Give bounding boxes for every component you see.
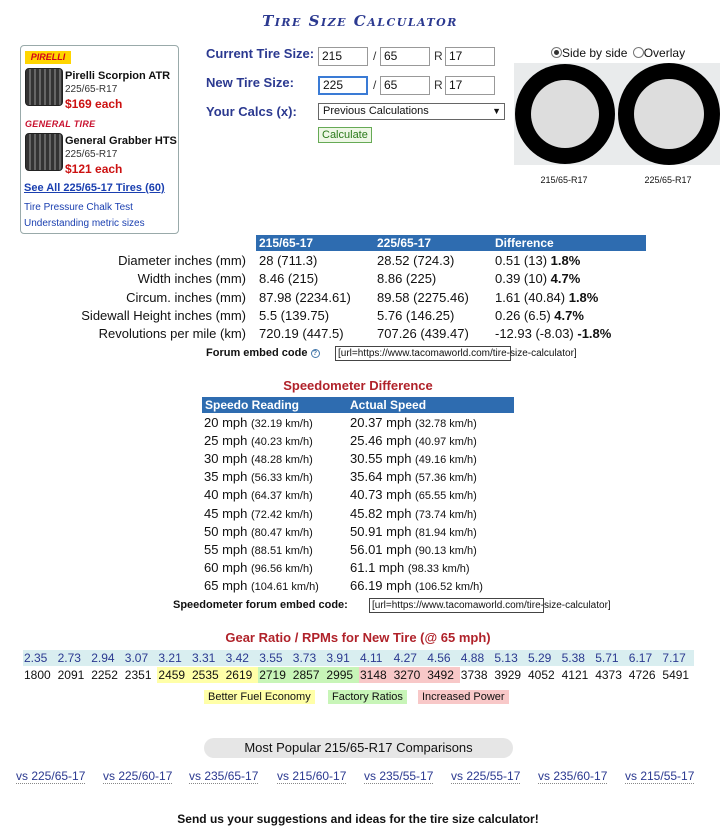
actual-speed-kmh: (98.33 km/h) — [407, 562, 470, 575]
legend-factory-ratios: Factory Ratios — [328, 690, 407, 704]
gear-ratio-value: 6.17 — [628, 651, 653, 665]
comparison-new-value: 8.86 (225) — [377, 271, 437, 287]
tire-image-general[interactable] — [25, 133, 63, 171]
speedo-reading-kmh: (104.61 km/h) — [250, 580, 319, 593]
legend-increased-power: Increased Power — [418, 690, 509, 704]
gear-ratio-value: 5.71 — [595, 651, 619, 665]
view-toggle — [551, 46, 685, 60]
actual-speed-mph: 66.19 mph — [350, 577, 416, 593]
gear-rpm-value: 4726 — [628, 668, 656, 682]
speedo-reading-mph: 20 mph — [204, 415, 251, 430]
speedo-reading-mph: 65 mph — [204, 577, 251, 593]
r-label: R — [434, 78, 443, 92]
tire-visual-panel — [514, 63, 720, 165]
speedo-reading — [204, 578, 319, 593]
ad-item2-price: $121 each — [65, 162, 123, 176]
difference-amount: -12.93 (-8.03) — [495, 326, 578, 342]
speedo-reading-kmh: (72.42 km/h) — [250, 508, 313, 521]
gear-rpm-value: 2535 — [191, 667, 225, 683]
your-calcs-label: Your Calcs (x): — [206, 104, 297, 119]
footer-message: Send us your suggestions and ideas for the tire size calculator! — [177, 812, 539, 826]
actual-speed — [350, 433, 477, 448]
comparison-link[interactable]: vs 215/55-17 — [625, 769, 695, 783]
speedo-reading-mph: 40 mph — [204, 487, 251, 503]
speedo-reading-mph: 60 mph — [204, 559, 251, 575]
speedo-reading-kmh: (96.56 km/h) — [250, 562, 313, 575]
actual-speed-kmh: (73.74 km/h) — [415, 508, 477, 521]
header-current: 215/65-17 — [259, 236, 314, 250]
current-tire-caption: 215/65-R17 — [540, 175, 588, 185]
comparison-link[interactable]: vs 215/60-17 — [277, 769, 347, 783]
comparison-link[interactable]: vs 225/65-17 — [16, 769, 86, 783]
actual-speed-kmh: (81.94 km/h) — [415, 526, 477, 539]
gear-ratio-value: 3.31 — [192, 651, 216, 665]
actual-speed — [350, 506, 477, 521]
comparison-new-value: 5.76 (146.25) — [377, 307, 455, 323]
actual-speed-kmh: (40.97 km/h) — [415, 436, 477, 449]
actual-speed-mph: 50.91 mph — [350, 523, 416, 539]
gear-ratio-value: 4.11 — [360, 651, 383, 665]
gear-rpm-value: 2619 — [225, 667, 259, 683]
comparison-link[interactable]: vs 235/60-17 — [538, 769, 608, 783]
gear-rpm-value: 2459 — [157, 667, 191, 683]
ad-item2-name[interactable]: General Grabber HTS — [65, 135, 177, 147]
difference-amount: 0.39 (10) — [495, 271, 551, 287]
general-tire-logo: GENERAL TIRE — [25, 119, 96, 129]
tire-pressure-link[interactable]: Tire Pressure Chalk Test — [24, 202, 133, 213]
difference-percent: -1.8% — [577, 326, 612, 342]
page-title: Tire Size Calculator — [262, 12, 458, 30]
difference-amount: 0.26 (6.5) — [495, 307, 555, 323]
current-rim-graphic — [531, 80, 599, 148]
speedo-reading-header: Speedo Reading — [205, 398, 300, 412]
comparison-link[interactable]: vs 235/55-17 — [364, 769, 434, 783]
comparison-difference-value — [495, 308, 584, 323]
forum-embed-input[interactable]: [url=https://www.tacomaworld.com/tire-size-calculator] — [335, 346, 511, 361]
actual-speed-mph: 40.73 mph — [350, 487, 416, 503]
difference-amount: 1.61 (40.84) — [495, 289, 569, 305]
actual-speed — [350, 487, 477, 502]
side-by-side-label[interactable]: Side by side — [562, 46, 628, 60]
actual-speed-mph: 45.82 mph — [350, 505, 416, 521]
comparison-link[interactable]: vs 225/55-17 — [451, 769, 521, 783]
speedo-reading — [204, 433, 313, 448]
overlay-label[interactable]: Overlay — [643, 46, 686, 60]
speedo-reading-mph: 50 mph — [204, 523, 251, 539]
gear-rpm-value: 3270 — [393, 667, 427, 683]
new-rim-graphic — [634, 79, 704, 149]
header-new: 225/65-17 — [377, 236, 432, 250]
speedo-reading — [204, 469, 313, 484]
overlay-radio[interactable] — [633, 47, 644, 58]
gear-rpm-value: 3148 — [359, 667, 393, 683]
comparison-current-value: 8.46 (215) — [259, 271, 319, 287]
see-all-tires-link[interactable]: See All 225/65-17 Tires (60) — [24, 182, 165, 194]
speedo-embed-label: Speedometer forum embed code: — [173, 599, 348, 611]
calculate-button[interactable]: Calculate — [318, 127, 372, 143]
gear-ratio-value: 7.17 — [662, 651, 686, 665]
gear-rpm-value: 3492 — [426, 667, 460, 683]
slash: / — [373, 49, 377, 63]
speedo-reading-kmh: (80.47 km/h) — [250, 526, 313, 539]
comparison-row-label: Diameter inches (mm) — [118, 253, 246, 268]
tire-image-pirelli[interactable] — [25, 68, 63, 106]
actual-speed — [350, 451, 477, 466]
speedo-embed-input[interactable]: [url=https://www.tacomaworld.com/tire-size-calculator] — [369, 598, 544, 613]
difference-percent: 1.8% — [568, 289, 599, 305]
actual-speed-kmh: (90.13 km/h) — [415, 544, 477, 557]
comparison-row-label: Revolutions per mile (km) — [98, 326, 246, 342]
speedo-reading-mph: 35 mph — [204, 469, 251, 485]
actual-speed-mph: 35.64 mph — [350, 469, 416, 485]
difference-percent: 1.8% — [550, 253, 581, 268]
gear-ratio-value: 2.73 — [57, 651, 81, 665]
current-aspect-input[interactable]: 65 — [380, 47, 430, 66]
actual-speed-kmh: (57.36 km/h) — [415, 472, 477, 485]
speedo-reading — [204, 524, 313, 539]
header-difference: Difference — [495, 236, 554, 250]
comparison-new-value: 89.58 (2275.46) — [377, 289, 469, 305]
popular-comparisons-title: Most Popular 215/65-R17 Comparisons — [204, 738, 513, 758]
speedo-reading — [204, 560, 313, 575]
current-size-label: Current Tire Size: — [206, 46, 315, 61]
gear-rpm-value: 1800 — [24, 668, 51, 682]
ad-item2-size: 225/65-R17 — [65, 149, 118, 160]
speedo-reading — [204, 542, 313, 557]
actual-speed-mph: 30.55 mph — [350, 451, 416, 467]
gear-title: Gear Ratio / RPMs for New Tire (@ 65 mph) — [225, 630, 491, 645]
gear-rpm-value: 2091 — [57, 668, 85, 682]
forum-embed-text: Forum embed code — [206, 347, 308, 359]
comparison-difference-value — [495, 253, 580, 268]
comparison-link[interactable]: vs 235/65-17 — [189, 769, 259, 783]
gear-ratio-value: 4.56 — [427, 651, 451, 665]
gear-ratio-value: 5.13 — [494, 651, 518, 665]
comparison-difference-value — [495, 326, 611, 341]
speedo-reading — [204, 487, 313, 502]
actual-speed-mph: 56.01 mph — [350, 541, 416, 557]
ad-item1-price: $169 each — [65, 97, 123, 111]
comparison-new-value: 707.26 (439.47) — [377, 326, 469, 342]
actual-speed-header: Actual Speed — [350, 398, 427, 412]
dropdown-arrow-icon: ▼ — [492, 106, 501, 116]
gear-ratio-value: 2.35 — [24, 651, 48, 665]
actual-speed-mph: 20.37 mph — [350, 415, 416, 430]
new-size-label: New Tire Size: — [206, 75, 294, 90]
comparison-current-value: 5.5 (139.75) — [259, 307, 330, 323]
gear-ratio-value: 5.29 — [528, 651, 552, 665]
difference-percent: 4.7% — [554, 307, 584, 323]
comparison-row-label: Circum. inches (mm) — [126, 289, 246, 305]
speedo-reading — [204, 451, 313, 466]
gear-rpm-value: 4373 — [595, 668, 622, 682]
gear-ratio-value: 3.55 — [259, 651, 283, 665]
speedo-reading-mph: 55 mph — [204, 541, 251, 557]
actual-speed — [350, 560, 470, 575]
gear-rpm-value: 2252 — [91, 668, 118, 682]
speedo-reading — [204, 415, 313, 430]
actual-speed-mph: 61.1 mph — [350, 559, 408, 575]
gear-rpm-value: 2857 — [292, 667, 326, 683]
actual-speed-mph: 25.46 mph — [350, 433, 416, 449]
comparison-row-label: Width inches (mm) — [137, 271, 246, 287]
help-icon[interactable]: ? — [311, 349, 320, 358]
difference-percent: 4.7% — [550, 271, 581, 287]
gear-ratio-row — [23, 650, 694, 666]
current-tire-graphic — [515, 64, 615, 164]
comparison-link[interactable]: vs 225/60-17 — [103, 769, 173, 783]
ad-item1-size: 225/65-R17 — [65, 84, 118, 95]
gear-ratio-value: 3.21 — [158, 651, 182, 665]
comparison-difference-value — [495, 271, 580, 286]
speedo-reading-kmh: (64.37 km/h) — [250, 490, 313, 503]
slash: / — [373, 78, 377, 92]
current-rim-input[interactable]: 17 — [445, 47, 495, 66]
calcs-selected-value: Previous Calculations — [323, 105, 429, 117]
speedo-reading-kmh: (32.19 km/h) — [250, 418, 313, 430]
speedo-reading-mph: 30 mph — [204, 451, 251, 467]
gear-rpm-value: 2995 — [325, 667, 359, 683]
actual-speed-kmh: (32.78 km/h) — [415, 418, 477, 430]
new-rim-input[interactable]: 17 — [445, 76, 495, 95]
legend-fuel-economy: Better Fuel Economy — [204, 690, 315, 704]
comparison-header — [256, 235, 646, 251]
gear-rpm-value: 3929 — [494, 668, 522, 682]
actual-speed — [350, 524, 477, 539]
speedo-reading-mph: 45 mph — [204, 505, 251, 521]
comparison-row-label: Sidewall Height inches (mm) — [81, 307, 246, 323]
comparison-current-value: 87.98 (2234.61) — [259, 289, 351, 305]
comparison-current-value: 28 (711.3) — [259, 253, 318, 268]
new-tire-caption: 225/65-R17 — [644, 175, 692, 185]
gear-rpm-value: 5491 — [662, 668, 690, 682]
gear-ratio-value: 3.91 — [326, 651, 350, 665]
r-label: R — [434, 49, 443, 63]
calcs-select[interactable] — [318, 103, 505, 120]
side-by-side-radio[interactable] — [551, 47, 562, 58]
speedo-reading-kmh: (56.33 km/h) — [250, 472, 313, 485]
comparison-difference-value — [495, 290, 598, 305]
comparison-new-value: 28.52 (724.3) — [377, 253, 455, 268]
actual-speed-kmh: (49.16 km/h) — [415, 454, 477, 467]
actual-speed — [350, 542, 477, 557]
gear-rpm-row — [23, 667, 694, 683]
gear-ratio-value: 3.73 — [292, 651, 317, 665]
gear-ratio-value: 5.38 — [561, 651, 585, 665]
tire-ad-box — [20, 45, 179, 234]
speedo-reading-kmh: (40.23 km/h) — [250, 436, 313, 449]
gear-rpm-value: 2351 — [124, 668, 152, 682]
comparison-current-value: 720.19 (447.5) — [259, 326, 344, 342]
gear-rpm-value: 4121 — [561, 668, 589, 682]
actual-speed — [350, 578, 483, 593]
gear-rpm-value: 3738 — [460, 668, 488, 682]
gear-ratio-value: 4.27 — [393, 651, 417, 665]
speedo-header — [202, 397, 514, 413]
pirelli-logo: PIRELLI — [25, 51, 71, 64]
gear-rpm-value: 4052 — [528, 668, 555, 682]
speedo-reading — [204, 506, 313, 521]
actual-speed — [350, 415, 477, 430]
gear-ratio-value: 3.42 — [225, 651, 249, 665]
actual-speed-kmh: (106.52 km/h) — [415, 580, 483, 593]
metric-sizes-link[interactable]: Understanding metric sizes — [24, 218, 145, 229]
speedo-reading-kmh: (48.28 km/h) — [250, 454, 313, 467]
ad-item1-name[interactable]: Pirelli Scorpion ATR — [65, 70, 171, 82]
forum-embed-label — [206, 347, 320, 359]
gear-rpm-value: 2719 — [258, 667, 292, 683]
speedo-reading-kmh: (88.51 km/h) — [250, 544, 313, 557]
actual-speed-kmh: (65.55 km/h) — [415, 490, 477, 503]
speedo-title: Speedometer Difference — [283, 378, 433, 393]
gear-ratio-value: 3.07 — [124, 651, 149, 665]
gear-ratio-value: 4.88 — [460, 651, 485, 665]
new-aspect-input[interactable]: 65 — [380, 76, 430, 95]
new-width-input[interactable]: 225 — [318, 76, 368, 95]
actual-speed — [350, 469, 477, 484]
speedo-reading-mph: 25 mph — [204, 433, 251, 449]
gear-ratio-value: 2.94 — [91, 651, 115, 665]
new-tire-graphic — [618, 63, 720, 165]
difference-amount: 0.51 (13) — [495, 253, 551, 268]
current-width-input[interactable]: 215 — [318, 47, 368, 66]
